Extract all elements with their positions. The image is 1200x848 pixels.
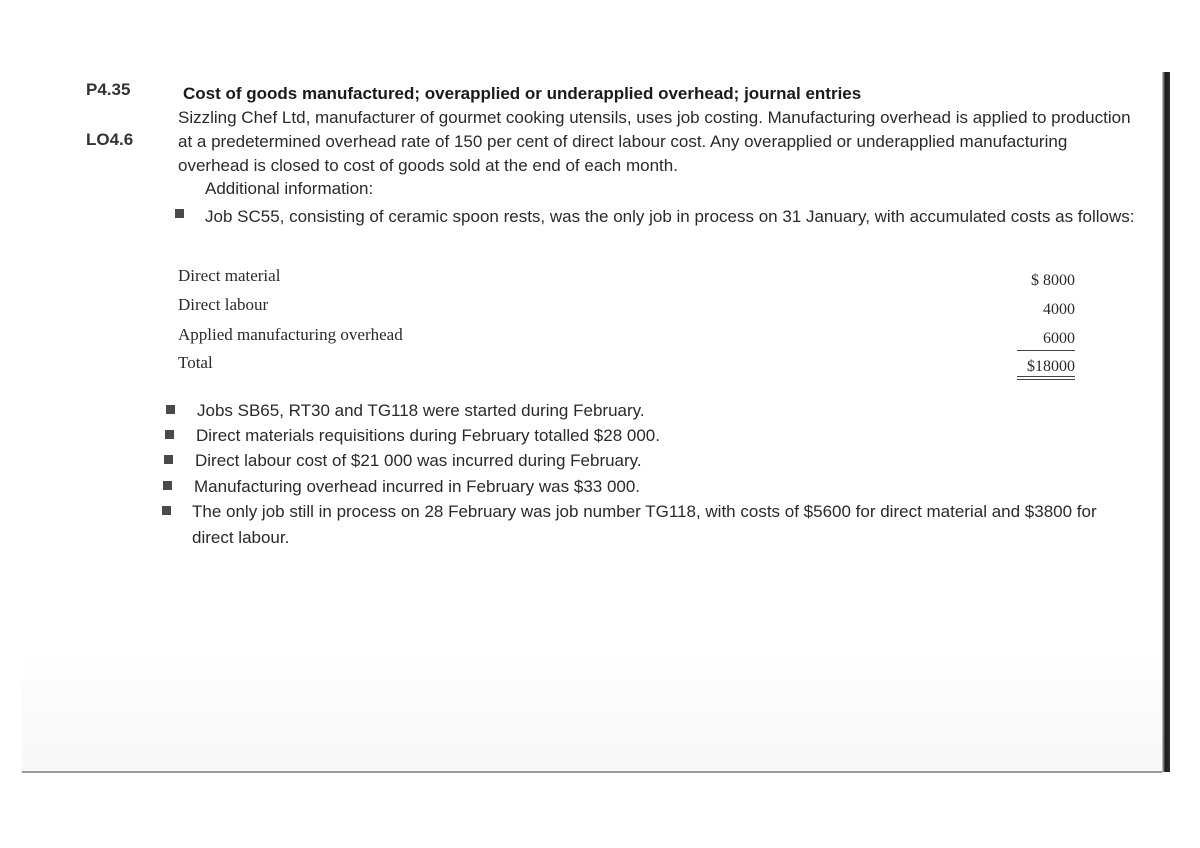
problem-title: Cost of goods manufactured; overapplied or underapplied overhead; journal entries [183,84,862,103]
problem-number: P4.35 [86,80,131,99]
problem-intro: Sizzling Chef Ltd, manufacturer of gourmet cooking utensils, uses job costing. Manufacturing overhead is applied to production at a predetermined overhead rate of 150 per cent of direct labour cost. Any overapplied or underapplied manufacturing overhead is closed to cost of goods sold at the end of each month. [178,108,1131,175]
total-double-rule [1017,376,1075,377]
cost-row-label: Total [178,353,213,372]
cost-row-label: Direct labour [178,295,269,314]
list-item: Direct materials requisitions during February totalled $28 000. [196,426,660,445]
job-sc55-bullet: Job SC55, consisting of ceramic spoon rests, was the only job in process on 31 January, with accumulated costs as follows: [205,207,1135,226]
bullet-square-icon [163,481,172,490]
cost-row-value: $ 8000 [1031,272,1075,289]
cost-row-label: Direct material [178,266,281,285]
learning-objective: LO4.6 [86,130,134,149]
cost-row-value: 6000 [1043,330,1075,347]
page-edge-shadow [1162,72,1170,772]
additional-info-label: Additional information: [205,179,374,198]
list-item: Direct labour cost of $21 000 was incurred during February. [195,451,642,470]
list-item: Manufacturing overhead incurred in February was $33 000. [194,477,641,496]
page-bottom-tone [22,650,1162,771]
cost-row-value: 4000 [1043,301,1075,318]
bullet-square-icon [175,209,184,218]
bullet-square-icon [164,455,173,464]
subtotal-rule [1017,350,1075,351]
list-item: The only job still in process on 28 February was job number TG118, with costs of $5600 for direct material and $3800 for direct labour. [192,502,1097,547]
total-double-rule [1017,379,1075,380]
page-bottom-edge [22,771,1162,773]
cost-row-value: $18000 [1027,358,1075,375]
list-item: Jobs SB65, RT30 and TG118 were started during February. [197,401,645,420]
bullet-square-icon [162,506,171,515]
cost-row-label: Applied manufacturing overhead [178,325,403,344]
bullet-square-icon [165,430,174,439]
bullet-square-icon [166,405,175,414]
